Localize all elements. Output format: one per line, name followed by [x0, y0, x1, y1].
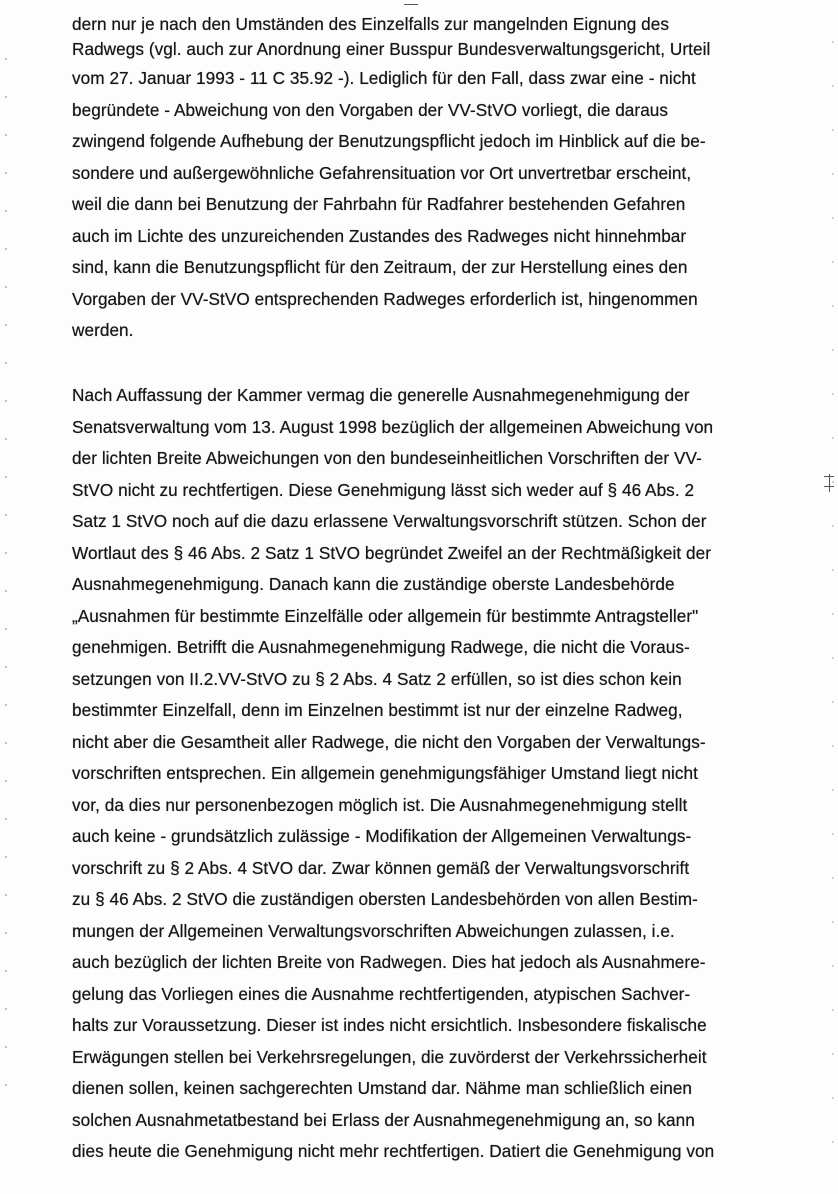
text-line: zwingend folgende Aufhebung der Benutzungspflicht jedoch im Hinblick auf die be- — [72, 131, 706, 151]
text-line: bestimmter Einzelfall, denn im Einzelnen bestimmt ist nur der einzelne Radweg, — [72, 700, 683, 720]
paragraph-main — [72, 380, 832, 1168]
text-line: Ausnahmegenehmigung. Danach kann die zuständige oberste Landesbehörde — [72, 574, 675, 594]
text-line: Nach Auffassung der Kammer vermag die generelle Ausnahmegenehmigung der — [72, 385, 690, 405]
text-line: begründete - Abweichung von den Vorgaben der VV-StVO vorliegt, die daraus — [72, 99, 669, 120]
text-line: Senatsverwaltung vom 13. August 1998 bezüglich der allgemeinen Abweichung von — [72, 416, 714, 437]
text-line: dienen sollen, keinen sachgerechten Umstand dar. Nähme man schließlich einen — [72, 1078, 693, 1098]
paragraph-continued — [72, 0, 832, 347]
text-line: auch bezüglich der lichten Breite von Radwegen. Dies hat jedoch als Ausnahmere- — [72, 952, 706, 972]
text-line: der lichten Breite Abweichungen von den bundeseinheitlichen Vorschriften der VV- — [72, 448, 702, 468]
text-line: sind, kann die Benutzungspflicht für den Zeitraum, der zur Herstellung eines den — [72, 257, 688, 277]
text-line: vor, da dies nur personenbezogen möglich ist. Die Ausnahmegenehmigung stellt — [72, 794, 688, 815]
text-line: Radwegs (vgl. auch zur Anordnung einer Busspur Bundesverwaltungsgericht, Urteil — [72, 39, 711, 59]
text-line: setzungen von II.2.VV-StVO zu § 2 Abs. 4 Satz 2 erfüllen, so ist dies schon kein — [72, 668, 682, 689]
text-line: halts zur Voraussetzung. Dieser ist indes nicht ersichtlich. Insbesondere fiskalische — [72, 1015, 707, 1035]
text-line: Vorgaben der VV-StVO entsprechenden Radweges erforderlich ist, hingenommen — [72, 288, 698, 309]
text-line: sondere und außergewöhnliche Gefahrensituation vor Ort unvertretbar erscheint, — [72, 162, 692, 183]
text-line: weil die dann bei Benutzung der Fahrbahn für Radfahrer bestehenden Gefahren — [72, 194, 686, 214]
text-line: dies heute die Genehmigung nicht mehr rechtfertigen. Datiert die Genehmigung von — [72, 1141, 715, 1161]
text-line: Wortlaut des § 46 Abs. 2 Satz 1 StVO begründet Zweifel an der Rechtmäßigkeit der — [72, 542, 711, 563]
text-line: dern nur je nach den Umständen des Einzelfalls zur mangelnden Eignung des — [72, 14, 669, 34]
text-line: nicht aber die Gesamtheit aller Radwege, die nicht den Vorgaben der Verwaltungs- — [72, 731, 706, 752]
text-line: mungen der Allgemeinen Verwaltungsvorschriften Abweichungen zulassen, i.e. — [72, 920, 675, 941]
text-line: gelung das Vorliegen eines die Ausnahme rechtfertigenden, atypischen Sachver- — [72, 983, 691, 1004]
scan-edge-noise — [5, 40, 7, 1120]
text-line: solchen Ausnahmetatbestand bei Erlass der Ausnahmegenehmigung an, so kann — [72, 1109, 695, 1130]
text-line: vom 27. Januar 1993 - 11 C 35.92 -). Lediglich für den Fall, dass zwar eine - nicht — [72, 68, 696, 88]
text-line: zu § 46 Abs. 2 StVO die zuständigen obersten Landesbehörden von allen Bestim- — [72, 889, 698, 909]
text-line: Erwägungen stellen bei Verkehrsregelungen, die zuvörderst der Verkehrssicherheit — [72, 1046, 707, 1067]
text-line: werden. — [72, 320, 134, 340]
scan-edge-noise-right — [832, 20, 834, 1170]
text-line: Satz 1 StVO noch auf die dazu erlassene Verwaltungsvorschrift stützen. Schon der — [72, 511, 707, 531]
text-line: auch keine - grundsätzlich zulässige - Modifikation der Allgemeinen Verwaltungs- — [72, 826, 692, 846]
text-line: StVO nicht zu rechtfertigen. Diese Genehmigung lässt sich weder auf § 46 Abs. 2 — [72, 479, 695, 500]
text-line: auch im Lichte des unzureichenden Zustandes des Radweges nicht hinnehmbar — [72, 225, 687, 246]
text-line: genehmigen. Betrifft die Ausnahmegenehmigung Radwege, die nicht die Voraus- — [72, 637, 690, 657]
text-line: vorschriften entsprechen. Ein allgemein genehmigungsfähiger Umstand liegt nicht — [72, 763, 698, 783]
text-line: vorschrift zu § 2 Abs. 4 StVO dar. Zwar können gemäß der Verwaltungsvorschrift — [72, 857, 690, 878]
text-line: „Ausnahmen für bestimmte Einzelfälle oder allgemein für bestimmte Antragsteller" — [72, 605, 699, 626]
